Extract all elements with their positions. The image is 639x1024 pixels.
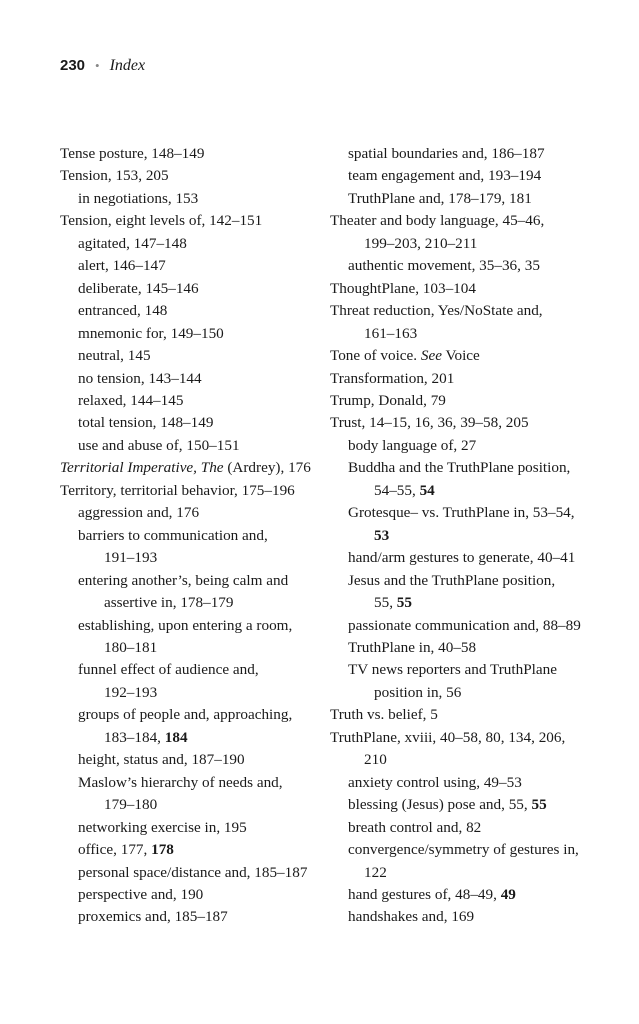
index-entry [330,368,620,390]
entry-text: team engagement and, 193–194 [348,167,542,185]
entry-text: 179–180 [104,796,158,814]
index-subentry [60,570,350,592]
entry-text: blessing (Jesus) pose and, 55, [348,796,532,814]
index-entry [330,727,620,749]
index-subentry [330,637,620,659]
index-subentry [330,457,620,479]
index-entry [60,165,350,187]
entry-text: groups of people and, approaching, [78,706,293,724]
entry-text: authentic movement, 35–36, 35 [348,257,540,275]
index-subentry [60,839,350,861]
entry-text: Transformation, 201 [330,369,455,387]
index-subentry [60,704,350,726]
entry-text: 54 [419,481,435,499]
index-subentry [60,412,350,434]
header-bullet: • [95,58,100,73]
entry-text: breath control and, 82 [348,818,482,836]
entry-text: barriers to communication and, [78,526,268,544]
index-subentry [330,817,620,839]
entry-text: alert, 146–147 [78,257,166,275]
index-subentry [330,659,620,681]
entry-text: TV news reporters and TruthPlane [348,661,557,679]
entry-text: Trust, 14–15, 16, 36, 39–58, 205 [330,414,529,432]
index-entry [330,210,620,232]
index-subentry [330,547,620,569]
page-number: 230 [60,57,86,74]
entry-text: 55 [531,796,547,814]
index-subentry [60,233,350,255]
entry-text: perspective and, 190 [78,885,204,903]
entry-text: 161–163 [364,324,418,342]
index-entry-continuation [60,794,350,816]
index-subentry [330,502,620,524]
index-entry-continuation [330,749,620,771]
index-column-left [60,143,350,929]
entry-text: entranced, 148 [78,302,168,320]
entry-text: 54–55, [374,481,420,499]
entry-text: Tension, eight levels of, 142–151 [60,212,263,230]
entry-text: hand/arm gestures to generate, 40–41 [348,549,576,567]
entry-text: anxiety control using, 49–53 [348,773,522,791]
index-subentry [330,772,620,794]
index-subentry [60,390,350,412]
index-subentry [60,188,350,210]
entry-text: agitated, 147–148 [78,234,187,252]
index-entry-continuation [60,727,350,749]
entry-text: office, 177, [78,841,152,859]
index-entry-continuation [60,637,350,659]
index-subentry [330,794,620,816]
entry-text: 184 [164,728,188,746]
entry-text: Buddha and the TruthPlane position, [348,459,571,477]
entry-text: Threat reduction, Yes/NoState and, [330,302,543,320]
entry-text: relaxed, 144–145 [78,391,184,409]
entry-text: Grotesque– vs. TruthPlane in, 53–54, [348,504,575,522]
index-subentry [330,165,620,187]
entry-text: See [420,347,442,365]
entry-text: handshakes and, 169 [348,908,475,926]
entry-text: 53 [374,526,390,544]
entry-text: Tension, 153, 205 [60,167,169,185]
entry-text: body language of, 27 [348,436,477,454]
index-subentry [330,906,620,928]
index-entry [60,480,350,502]
entry-text: 210 [364,751,387,769]
entry-text: Tone of voice. [330,347,421,365]
entry-text: 191–193 [104,549,158,567]
index-subentry [330,570,620,592]
index-subentry [60,255,350,277]
index-subentry [60,862,350,884]
index-column-right [330,143,620,929]
entry-text: 55, [374,594,397,612]
index-subentry [60,884,350,906]
index-entry [330,345,620,367]
entry-text: establishing, upon entering a room, [78,616,293,634]
entry-text: 55 [396,594,412,612]
index-subentry [60,659,350,681]
index-subentry [330,143,620,165]
entry-text: neutral, 145 [78,347,151,365]
entry-text: aggression and, 176 [78,504,200,522]
entry-text: height, status and, 187–190 [78,751,245,769]
entry-text: 192–193 [104,683,158,701]
index-entry [60,210,350,232]
entry-text: assertive in, 178–179 [104,594,234,612]
index-entry [330,390,620,412]
entry-text: personal space/distance and, 185–187 [78,863,308,881]
section-title: Index [109,57,146,74]
entry-text: 122 [364,863,387,881]
entry-text: ThoughtPlane, 103–104 [330,279,476,297]
index-entry-continuation [330,862,620,884]
index-subentry [60,906,350,928]
index-subentry [60,525,350,547]
entry-text: funnel effect of audience and, [78,661,259,679]
entry-text: Jesus and the TruthPlane position, [348,571,556,589]
index-subentry [60,300,350,322]
entry-text: position in, 56 [374,683,462,701]
entry-text: 183–184, [104,728,165,746]
entry-text: Territorial Imperative, The [60,459,224,477]
index-subentry [60,368,350,390]
entry-text: passionate communication and, 88–89 [348,616,581,634]
index-entry-continuation [60,592,350,614]
index-subentry [330,839,620,861]
entry-text: Tense posture, 148–149 [60,145,205,162]
index-subentry [60,749,350,771]
entry-text: Trump, Donald, 79 [330,391,446,409]
entry-text: Truth vs. belief, 5 [330,706,438,724]
index-subentry [60,323,350,345]
entry-text: proxemics and, 185–187 [78,908,228,926]
index-subentry [60,435,350,457]
entry-text: deliberate, 145–146 [78,279,199,297]
entry-text: entering another’s, being calm and [78,571,289,589]
index-subentry [60,615,350,637]
index-subentry [330,615,620,637]
entry-text: in negotiations, 153 [78,189,199,207]
entry-text: (Ardrey), 176 [223,459,311,477]
entry-text: 49 [500,885,516,903]
index-entry-continuation [330,525,620,547]
entry-text: Voice [441,347,480,365]
index-entry [60,457,350,479]
entry-text: TruthPlane, xviii, 40–58, 80, 134, 206, [330,728,566,746]
entry-text: spatial boundaries and, 186–187 [348,145,545,162]
index-subentry [60,817,350,839]
entry-text: hand gestures of, 48–49, [348,885,501,903]
entry-text: Maslow’s hierarchy of needs and, [78,773,283,791]
entry-text: 199–203, 210–211 [364,234,478,252]
entry-text: TruthPlane and, 178–179, 181 [348,189,532,207]
index-subentry [60,278,350,300]
entry-text: 178 [151,841,174,859]
entry-text: 180–181 [104,638,158,656]
entry-text: convergence/symmetry of gestures in, [348,841,579,859]
index-entry [330,704,620,726]
index-subentry [60,772,350,794]
entry-text: networking exercise in, 195 [78,818,247,836]
index-entry-continuation [330,592,620,614]
entry-text: use and abuse of, 150–151 [78,436,240,454]
entry-text: TruthPlane in, 40–58 [348,638,477,656]
index-entry-continuation [330,682,620,704]
index-entry-continuation [60,682,350,704]
index-entry-continuation [330,323,620,345]
index-subentry [330,255,620,277]
index-entry-continuation [330,480,620,502]
running-header [60,56,145,76]
index-entry [60,143,350,165]
index-subentry [60,502,350,524]
index-entry [330,412,620,434]
entry-text: Theater and body language, 45–46, [330,212,545,230]
entry-text: total tension, 148–149 [78,414,214,432]
entry-text: Territory, territorial behavior, 175–196 [60,481,295,499]
index-entry-continuation [60,547,350,569]
index-subentry [330,188,620,210]
entry-text: mnemonic for, 149–150 [78,324,224,342]
index-entry [330,278,620,300]
entry-text: no tension, 143–144 [78,369,202,387]
index-entry-continuation [330,233,620,255]
index-entry [330,300,620,322]
index-subentry [330,435,620,457]
index-subentry [330,884,620,906]
index-subentry [60,345,350,367]
